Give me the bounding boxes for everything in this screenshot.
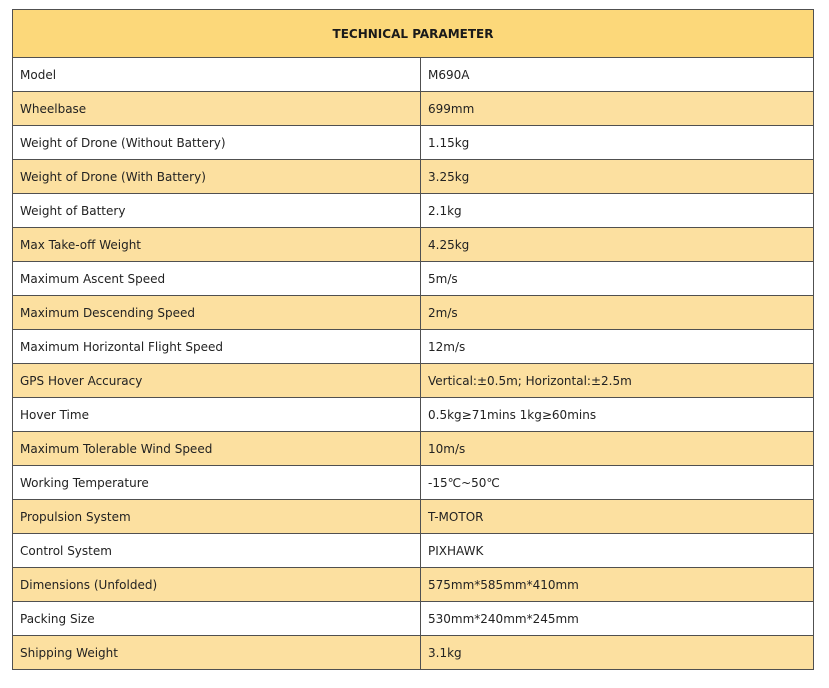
row-label: Hover Time (13, 398, 421, 432)
table-row (13, 330, 814, 364)
table-row (13, 364, 814, 398)
row-value: Vertical:±0.5m; Horizontal:±2.5m (421, 364, 814, 398)
table-row (13, 534, 814, 568)
table-row (13, 58, 814, 92)
table-row (13, 228, 814, 262)
row-label: Working Temperature (13, 466, 421, 500)
table-header-row (13, 10, 814, 58)
row-value: 2.1kg (421, 194, 814, 228)
row-label: Control System (13, 534, 421, 568)
row-value: -15℃~50℃ (421, 466, 814, 500)
row-value: 530mm*240mm*245mm (421, 602, 814, 636)
row-value: 0.5kg≥71mins 1kg≥60mins (421, 398, 814, 432)
technical-parameter-table (12, 9, 814, 670)
row-label: Propulsion System (13, 500, 421, 534)
table-row (13, 432, 814, 466)
row-value: 3.25kg (421, 160, 814, 194)
table-row (13, 636, 814, 670)
row-value: T-MOTOR (421, 500, 814, 534)
row-label: Weight of Drone (With Battery) (13, 160, 421, 194)
row-value: 5m/s (421, 262, 814, 296)
row-label: Maximum Horizontal Flight Speed (13, 330, 421, 364)
row-label: Weight of Battery (13, 194, 421, 228)
row-value: PIXHAWK (421, 534, 814, 568)
row-value: 699mm (421, 92, 814, 126)
table-row (13, 398, 814, 432)
row-value: 4.25kg (421, 228, 814, 262)
row-value: 10m/s (421, 432, 814, 466)
row-label: Dimensions (Unfolded) (13, 568, 421, 602)
row-value: 575mm*585mm*410mm (421, 568, 814, 602)
table-row (13, 602, 814, 636)
row-label: Weight of Drone (Without Battery) (13, 126, 421, 160)
table-title: TECHNICAL PARAMETER (13, 10, 814, 58)
row-value: 12m/s (421, 330, 814, 364)
row-label: Packing Size (13, 602, 421, 636)
table-row (13, 160, 814, 194)
table-body (13, 58, 814, 670)
row-value: M690A (421, 58, 814, 92)
table-row (13, 568, 814, 602)
table-row (13, 262, 814, 296)
row-label: GPS Hover Accuracy (13, 364, 421, 398)
row-label: Max Take-off Weight (13, 228, 421, 262)
row-value: 2m/s (421, 296, 814, 330)
table-row (13, 194, 814, 228)
table-row (13, 500, 814, 534)
row-value: 3.1kg (421, 636, 814, 670)
technical-parameter-table-container (12, 9, 813, 670)
row-label: Maximum Tolerable Wind Speed (13, 432, 421, 466)
row-value: 1.15kg (421, 126, 814, 160)
table-row (13, 296, 814, 330)
row-label: Maximum Ascent Speed (13, 262, 421, 296)
table-row (13, 126, 814, 160)
row-label: Shipping Weight (13, 636, 421, 670)
row-label: Wheelbase (13, 92, 421, 126)
row-label: Maximum Descending Speed (13, 296, 421, 330)
table-row (13, 466, 814, 500)
row-label: Model (13, 58, 421, 92)
table-row (13, 92, 814, 126)
